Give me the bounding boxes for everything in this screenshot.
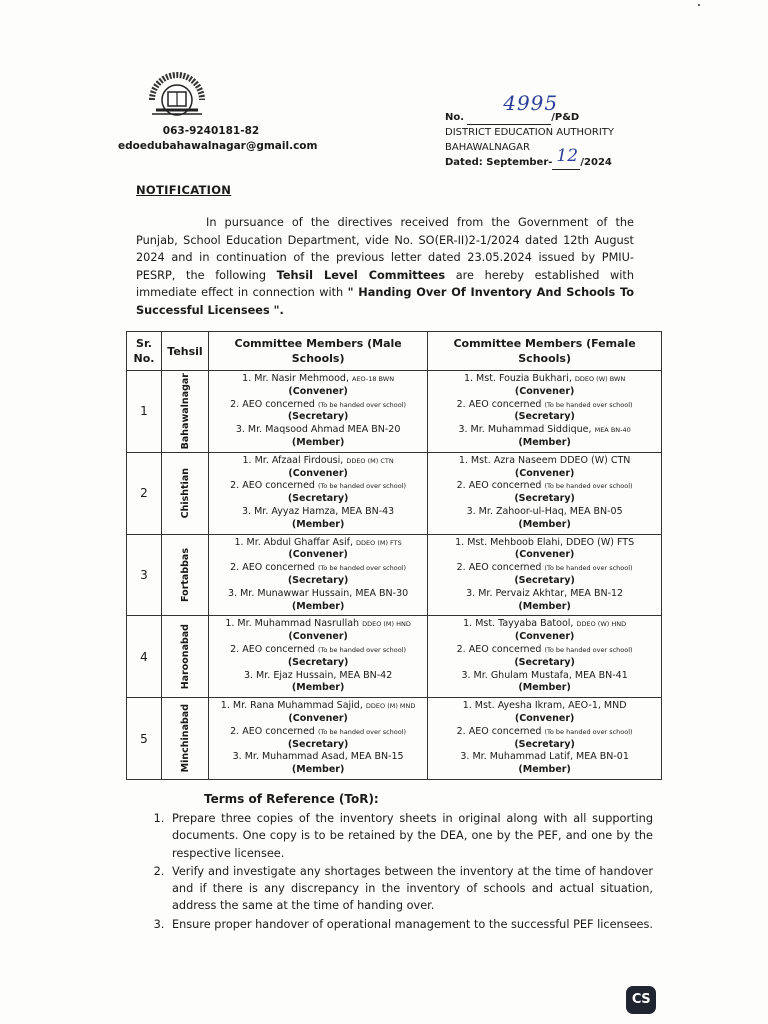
member-3-text: 3. Mr. Ayyaz Hamza, MEA BN-43 xyxy=(242,505,395,517)
male-committee xyxy=(209,698,428,780)
tor-list xyxy=(150,810,653,934)
header-sr: Sr. No. xyxy=(127,332,162,371)
member-3-text: 3. Mr. Ghulam Mustafa, MEA BN-41 xyxy=(461,669,628,681)
row-sr: 1 xyxy=(127,371,162,453)
member-1-text: 1. Mr. Afzaal Firdousi, xyxy=(242,454,344,466)
male-committee xyxy=(209,452,428,534)
member-1-sub: DDEO (M) MND xyxy=(365,702,416,711)
row-tehsil xyxy=(162,534,209,616)
role-member-text: (Member) xyxy=(518,682,571,694)
member-3-text: 3. Mr. Munawwar Hussain, MEA BN-30 xyxy=(228,587,409,599)
role-secretary-text: (Secretary) xyxy=(514,411,575,423)
role-member xyxy=(428,764,661,777)
role-secretary-text: (Secretary) xyxy=(514,656,575,668)
role-convener xyxy=(209,386,427,399)
role-member xyxy=(209,437,427,450)
table-row xyxy=(127,452,662,534)
row-sr: 5 xyxy=(127,698,162,780)
row-tehsil xyxy=(162,371,209,453)
member-3 xyxy=(428,588,661,601)
role-secretary-text: (Secretary) xyxy=(514,493,575,505)
male-committee xyxy=(209,371,428,453)
member-1-text: 1. Mr. Abdul Ghaffar Asif, xyxy=(234,536,353,548)
speck xyxy=(698,4,700,6)
role-member-text: (Member) xyxy=(518,764,571,776)
role-secretary-text: (Secretary) xyxy=(287,738,349,750)
role-secretary xyxy=(428,575,661,588)
member-2-sub: (To be handed over school) xyxy=(544,564,633,573)
row-sr: 3 xyxy=(127,534,162,616)
member-3 xyxy=(209,506,427,519)
tehsil-name: Haroonabad xyxy=(179,624,191,690)
member-1-sub: DDEO (W) BWN xyxy=(574,375,626,383)
role-member-text: (Member) xyxy=(291,518,345,530)
role-convener-text: (Convener) xyxy=(288,467,348,479)
row-tehsil xyxy=(162,698,209,780)
role-secretary xyxy=(428,493,661,506)
member-3-text: 3. Mr. Zahoor-ul-Haq, MEA BN-05 xyxy=(466,505,623,517)
member-1-sub: DDEO (M) HND xyxy=(362,620,411,629)
role-convener-text: (Convener) xyxy=(514,385,575,397)
member-2-text: 2. AEO concerned xyxy=(456,562,542,574)
member-2 xyxy=(209,562,427,575)
member-3 xyxy=(428,670,661,683)
paragraph-bold-1: Tehsil Level Committees xyxy=(276,268,446,282)
department-logo xyxy=(140,70,214,120)
role-secretary xyxy=(209,657,427,670)
member-2 xyxy=(428,726,661,739)
member-1 xyxy=(209,537,427,550)
role-convener xyxy=(428,468,661,481)
role-secretary xyxy=(428,739,661,752)
member-3-text: 3. Mr. Muhammad Siddique, xyxy=(458,424,592,436)
dated-label: Dated: September- xyxy=(445,157,553,168)
email-address: edoedubahawalnagar@gmail.com xyxy=(118,140,318,152)
member-1-text: 1. Mst. Ayesha Ikram, AEO-1, MND xyxy=(462,700,627,712)
role-secretary-text: (Secretary) xyxy=(514,574,575,586)
member-2 xyxy=(209,399,427,412)
member-1 xyxy=(428,618,661,631)
female-committee xyxy=(428,616,662,698)
role-member-text: (Member) xyxy=(291,600,345,612)
member-1-text: 1. Mst. Fouzia Bukhari, xyxy=(463,373,572,384)
reference-block xyxy=(445,91,615,170)
member-2 xyxy=(428,562,661,575)
member-2-sub: (To be handed over school) xyxy=(317,727,407,736)
tehsil-name: Minchinabad xyxy=(179,704,191,773)
header-male: Committee Members (Male Schools) xyxy=(209,332,428,371)
female-committee xyxy=(428,534,662,616)
paragraph-text-2: are hereby established with immediate effect in connection with xyxy=(136,268,634,299)
member-3 xyxy=(209,670,427,683)
tehsil-name: Bahawalnagar xyxy=(179,373,191,450)
notification-title: NOTIFICATION xyxy=(136,183,232,197)
contact-block xyxy=(118,124,318,154)
member-1 xyxy=(428,373,661,386)
role-convener xyxy=(209,713,427,726)
role-member xyxy=(209,519,427,532)
role-secretary xyxy=(209,493,427,506)
member-2-sub: (To be handed over school) xyxy=(544,727,633,736)
role-member xyxy=(428,437,661,450)
member-2 xyxy=(428,644,661,657)
member-2 xyxy=(209,726,427,739)
role-secretary-text: (Secretary) xyxy=(287,411,349,423)
member-2-text: 2. AEO concerned xyxy=(230,480,315,492)
member-2-text: 2. AEO concerned xyxy=(230,725,315,737)
role-secretary-text: (Secretary) xyxy=(287,574,349,586)
role-member-text: (Member) xyxy=(518,600,571,612)
member-3-text: 3. Mr. Ejaz Hussain, MEA BN-42 xyxy=(243,669,393,681)
tor-item: 2. Verify and investigate any shortages between the inventory at the time of handover and if there is any discrepancy in the inventory of schools and actual situation, address the same at the time of handing over. xyxy=(168,863,653,915)
role-convener xyxy=(209,549,427,562)
row-tehsil xyxy=(162,452,209,534)
member-1 xyxy=(428,700,661,713)
member-2-sub: (To be handed over school) xyxy=(544,482,633,491)
member-1-text: 1. Mr. Nasir Mehmood, xyxy=(242,373,349,384)
tor-title: Terms of Reference (ToR): xyxy=(204,792,379,806)
member-2-sub: (To be handed over school) xyxy=(317,482,407,491)
role-convener-text: (Convener) xyxy=(288,385,348,397)
role-convener-text: (Convener) xyxy=(514,549,575,561)
role-member xyxy=(428,519,661,532)
header-tehsil: Tehsil xyxy=(162,332,209,371)
member-1-sub: DDEO (W) HND xyxy=(576,620,627,629)
member-3 xyxy=(209,424,427,437)
member-3 xyxy=(428,424,661,437)
role-secretary xyxy=(209,739,427,752)
member-2-sub: (To be handed over school) xyxy=(317,564,407,573)
member-2-text: 2. AEO concerned xyxy=(456,398,542,410)
member-3 xyxy=(428,506,661,519)
member-1-sub: DDEO (M) CTN xyxy=(346,456,394,465)
role-secretary xyxy=(428,411,661,424)
member-1 xyxy=(428,537,661,550)
role-convener-text: (Convener) xyxy=(288,712,348,724)
male-committee xyxy=(209,616,428,698)
role-convener xyxy=(209,468,427,481)
member-3-text: 3. Mr. Muhammad Asad, MEA BN-15 xyxy=(232,751,404,763)
role-convener xyxy=(428,386,661,399)
authority-line-2: BAHAWALNAGAR xyxy=(445,142,530,153)
member-3 xyxy=(209,751,427,764)
female-committee xyxy=(428,698,662,780)
tor-item: 1. Prepare three copies of the inventory sheets in original along with all supporting documents. One copy is to be retained by the DEA, one by the PEF, and one by the respective licensee. xyxy=(168,810,653,862)
handwritten-day: 12 xyxy=(556,146,579,166)
paragraph-text-1: In pursuance of the directives received from the Government of the Punjab, School Education Department, vide No. SO(ER-II)2-1/2024 dated 12th August 2024 and in continuation of the previous letter dated 23.05.2024 issued by PMIU-PESRP, the following xyxy=(136,216,634,282)
member-1 xyxy=(209,618,427,631)
member-2 xyxy=(428,399,661,412)
role-member xyxy=(209,764,427,777)
row-tehsil xyxy=(162,616,209,698)
date-field xyxy=(552,146,580,170)
role-member xyxy=(428,601,661,614)
role-member-text: (Member) xyxy=(291,682,345,694)
tehsil-name: Fortabbas xyxy=(179,547,191,602)
member-2-sub: (To be handed over school) xyxy=(544,645,633,654)
member-1-text: 1. Mst. Mehboob Elahi, DDEO (W) FTS xyxy=(455,536,635,548)
member-1-sub: DDEO (M) FTS xyxy=(356,538,402,547)
role-secretary-text: (Secretary) xyxy=(514,738,575,750)
role-convener-text: (Convener) xyxy=(288,631,348,643)
member-2-sub: (To be handed over school) xyxy=(544,400,633,409)
dated-year: /2024 xyxy=(580,157,612,168)
role-convener xyxy=(428,713,661,726)
table-row xyxy=(127,371,662,453)
member-1-text: 1. Mr. Rana Muhammad Sajid, xyxy=(220,700,363,712)
role-convener xyxy=(428,631,661,644)
header-female: Committee Members (Female Schools) xyxy=(428,332,662,371)
role-member xyxy=(209,601,427,614)
camscanner-badge: CS xyxy=(626,986,656,1014)
member-3-text: 3. Mr. Muhammad Latif, MEA BN-01 xyxy=(460,751,629,763)
role-secretary xyxy=(209,575,427,588)
committee-table xyxy=(126,331,662,780)
role-secretary-text: (Secretary) xyxy=(287,656,349,668)
role-secretary xyxy=(428,657,661,670)
member-1 xyxy=(428,455,661,468)
member-2-text: 2. AEO concerned xyxy=(230,398,315,410)
tor-item: 3. Ensure proper handover of operational management to the successful PEF licensees. xyxy=(168,916,653,933)
female-committee xyxy=(428,371,662,453)
member-2-text: 2. AEO concerned xyxy=(456,480,542,492)
member-1-text: 1. Mr. Muhammad Nasrullah xyxy=(225,618,360,630)
member-1-sub: AEO-18 BWN xyxy=(352,375,395,383)
notification-paragraph xyxy=(136,214,634,319)
authority-line-1: DISTRICT EDUCATION AUTHORITY xyxy=(445,127,615,138)
row-sr: 2 xyxy=(127,452,162,534)
member-2-text: 2. AEO concerned xyxy=(456,725,542,737)
role-convener xyxy=(428,549,661,562)
role-member xyxy=(428,682,661,695)
paragraph-bold-2: " Handing Over Of Inventory And Schools To Successful Licensees ". xyxy=(136,286,635,317)
member-1 xyxy=(209,373,427,386)
member-1-text: 1. Mst. Azra Naseem DDEO (W) CTN xyxy=(458,454,631,466)
member-2-text: 2. AEO concerned xyxy=(456,643,542,655)
member-2 xyxy=(209,644,427,657)
member-3 xyxy=(209,588,427,601)
role-member-text: (Member) xyxy=(291,764,345,776)
no-suffix: /P&D xyxy=(551,112,580,123)
member-1 xyxy=(209,455,427,468)
member-2 xyxy=(209,480,427,493)
role-convener-text: (Convener) xyxy=(514,712,575,724)
member-2-text: 2. AEO concerned xyxy=(230,562,315,574)
table-header-row xyxy=(127,332,662,371)
member-3-sub: MEA BN-40 xyxy=(594,426,631,435)
member-1 xyxy=(209,700,427,713)
phone-number: 063-9240181-82 xyxy=(162,125,260,137)
table-row xyxy=(127,698,662,780)
member-3 xyxy=(428,751,661,764)
table-row xyxy=(127,534,662,616)
role-member-text: (Member) xyxy=(518,436,571,448)
role-convener-text: (Convener) xyxy=(514,467,575,479)
role-member xyxy=(209,682,427,695)
role-convener xyxy=(209,631,427,644)
member-3-text: 3. Mr. Maqsood Ahmad MEA BN-20 xyxy=(235,424,401,436)
role-member-text: (Member) xyxy=(291,436,345,448)
table-row xyxy=(127,616,662,698)
role-member-text: (Member) xyxy=(518,518,571,530)
female-committee xyxy=(428,452,662,534)
member-2-text: 2. AEO concerned xyxy=(230,643,315,655)
member-2-sub: (To be handed over school) xyxy=(317,400,407,409)
no-field xyxy=(467,91,559,125)
role-convener-text: (Convener) xyxy=(514,631,575,643)
role-secretary-text: (Secretary) xyxy=(287,493,349,505)
role-secretary xyxy=(209,411,427,424)
male-committee xyxy=(209,534,428,616)
member-2-sub: (To be handed over school) xyxy=(317,645,407,654)
tehsil-name: Chishtian xyxy=(179,467,191,519)
member-2 xyxy=(428,480,661,493)
role-convener-text: (Convener) xyxy=(288,549,348,561)
member-1-text: 1. Mst. Tayyaba Batool, xyxy=(463,618,574,630)
member-3-text: 3. Mr. Pervaiz Akhtar, MEA BN-12 xyxy=(466,587,624,599)
row-sr: 4 xyxy=(127,616,162,698)
no-label: No. xyxy=(445,112,465,123)
handwritten-number: 4995 xyxy=(503,91,559,115)
